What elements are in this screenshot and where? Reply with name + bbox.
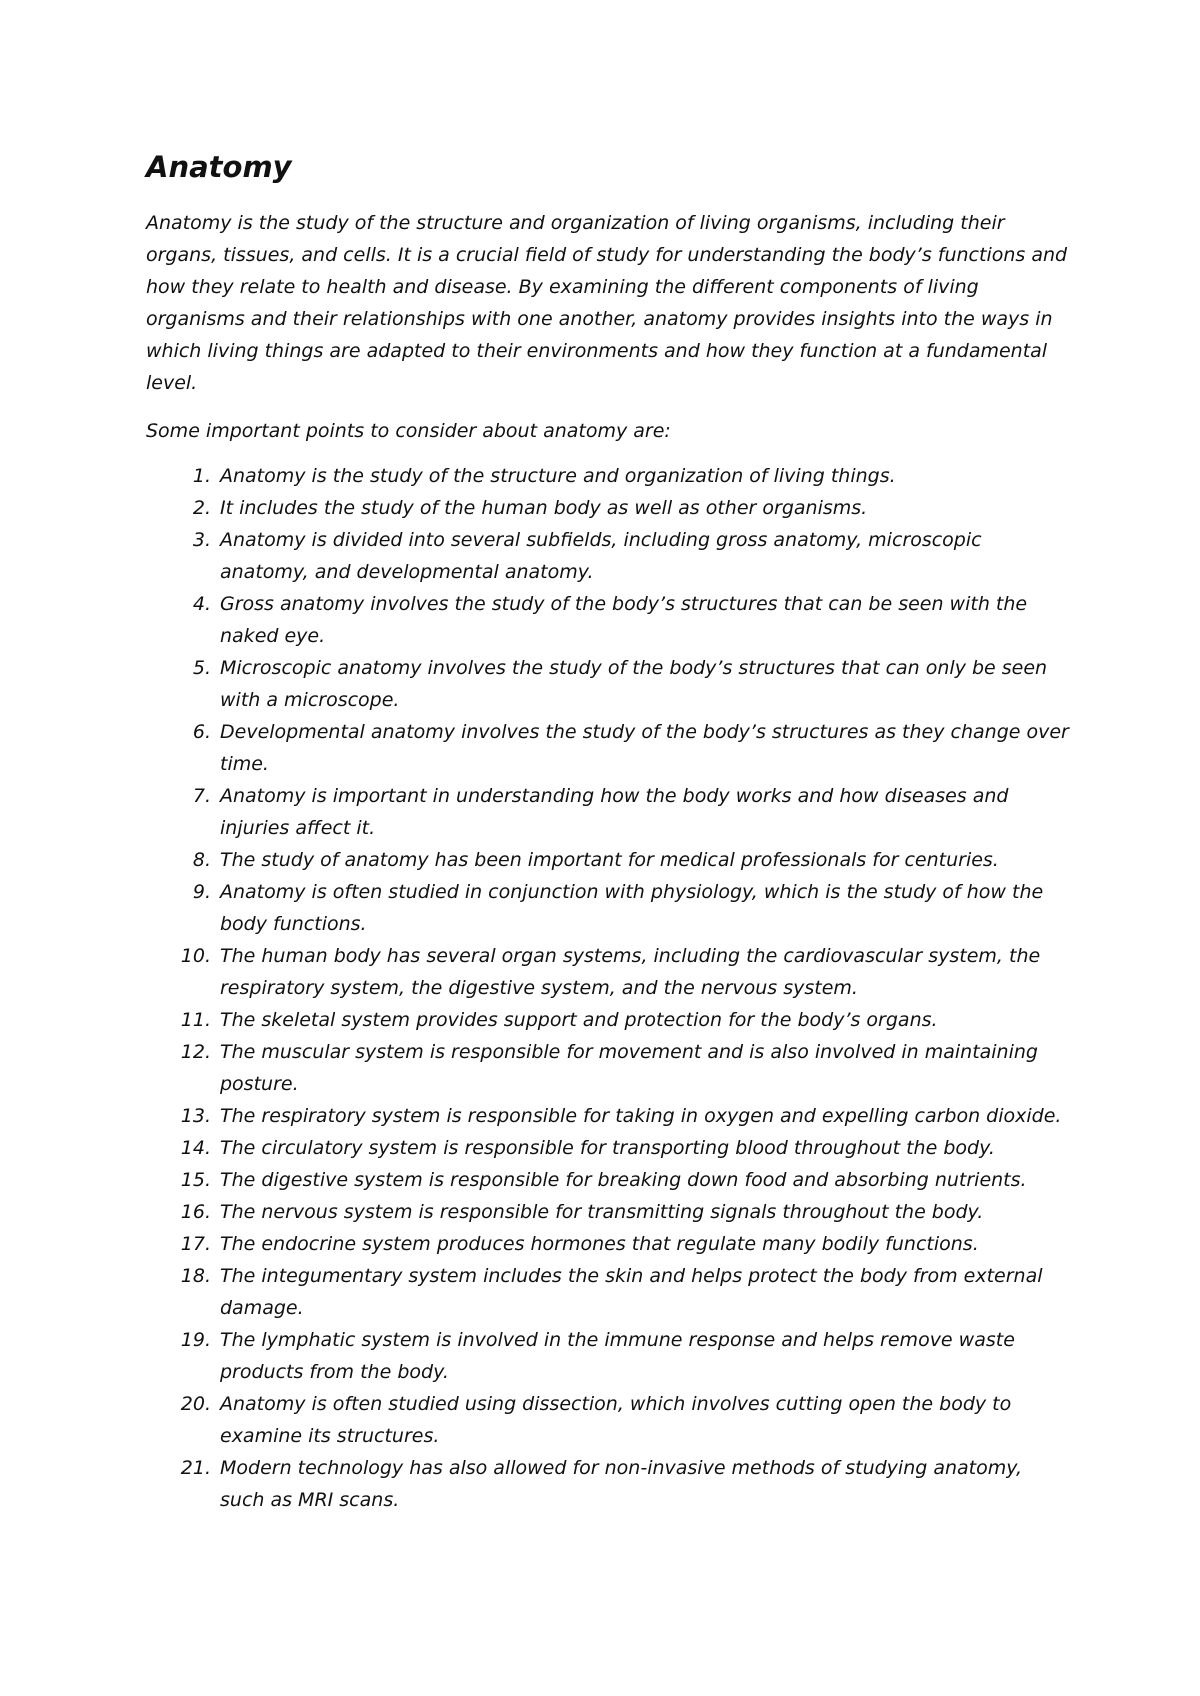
list-item-number: 21. [180, 1456, 211, 1479]
list-item-number: 5. [192, 656, 211, 679]
list-item-number: 18. [180, 1264, 211, 1287]
list-item-text: The integumentary system includes the skin and helps protect the body from external damage. [220, 1264, 1043, 1319]
list-item-number: 9. [192, 880, 211, 903]
list-item-number: 20. [180, 1392, 211, 1415]
list-item-text: The digestive system is responsible for breaking down food and absorbing nutrients. [220, 1168, 1027, 1191]
list-item-text: The lymphatic system is involved in the immune response and helps remove waste products from the body. [220, 1328, 1015, 1383]
list-item [146, 1196, 1071, 1228]
list-item-text: Anatomy is divided into several subfields, including gross anatomy, microscopic anatomy, and developmental anatomy. [220, 528, 982, 583]
list-item-text: The nervous system is responsible for transmitting signals throughout the body. [220, 1200, 984, 1223]
list-item [146, 1324, 1071, 1388]
list-item [146, 780, 1071, 844]
list-item [146, 940, 1071, 1004]
list-item [146, 1260, 1071, 1324]
list-item-number: 10. [180, 944, 211, 967]
list-item [146, 460, 1071, 492]
list-item-text: The circulatory system is responsible for transporting blood throughout the body. [220, 1136, 995, 1159]
list-item-text: Developmental anatomy involves the study of the body’s structures as they change over time. [220, 720, 1069, 775]
list-item-number: 15. [180, 1168, 211, 1191]
list-item [146, 652, 1071, 716]
list-item-number: 4. [192, 592, 211, 615]
list-item-text: Modern technology has also allowed for non-invasive methods of studying anatomy, such as MRI scans. [220, 1456, 1023, 1511]
list-item-number: 1. [192, 464, 211, 487]
list-item [146, 588, 1071, 652]
list-item-text: The muscular system is responsible for movement and is also involved in maintaining posture. [220, 1040, 1038, 1095]
list-item-number: 17. [180, 1232, 211, 1255]
list-item-number: 2. [192, 496, 211, 519]
list-item-text: Microscopic anatomy involves the study of the body’s structures that can only be seen with a microscope. [220, 656, 1048, 711]
list-item-text: The skeletal system provides support and protection for the body’s organs. [220, 1008, 938, 1031]
list-item-number: 6. [192, 720, 211, 743]
list-item-number: 13. [180, 1104, 211, 1127]
list-item-number: 3. [192, 528, 211, 551]
intro-paragraph: Anatomy is the study of the structure and organization of living organisms, including their organs, tissues, and cells. It is a crucial field of study for understanding the body’s functions and how they relate to health and disease. By examining the different components of living organisms and their relationships with one another, anatomy provides insights into the ways in which living things are adapted to their environments and how they function at a fundamental level. [146, 211, 1068, 394]
list-item-number: 14. [180, 1136, 211, 1159]
numbered-list [146, 460, 1071, 1516]
list-item-text: Anatomy is often studied using dissection, which involves cutting open the body to examine its structures. [220, 1392, 1012, 1447]
list-item-text: It includes the study of the human body as well as other organisms. [220, 496, 868, 519]
list-item-text: Gross anatomy involves the study of the body’s structures that can be seen with the naked eye. [220, 592, 1028, 647]
list-item [146, 876, 1071, 940]
list-item-text: Anatomy is often studied in conjunction with physiology, which is the study of how the body functions. [220, 880, 1044, 935]
list-item-number: 16. [180, 1200, 211, 1223]
list-item [146, 844, 1071, 876]
list-item [146, 1228, 1071, 1260]
list-item-number: 11. [180, 1008, 211, 1031]
list-item [146, 1452, 1071, 1516]
list-item-text: The endocrine system produces hormones that regulate many bodily functions. [220, 1232, 979, 1255]
list-item-text: Anatomy is the study of the structure and organization of living things. [220, 464, 896, 487]
list-item [146, 492, 1071, 524]
list-item-number: 12. [180, 1040, 211, 1063]
list-item-number: 7. [192, 784, 211, 807]
list-item-text: The study of anatomy has been important for medical professionals for centuries. [220, 848, 999, 871]
list-item-text: The respiratory system is responsible for taking in oxygen and expelling carbon dioxide. [220, 1104, 1062, 1127]
list-lead-in: Some important points to consider about anatomy are: [146, 419, 671, 442]
document-content [146, 150, 1071, 1516]
list-item [146, 1036, 1071, 1100]
list-item-number: 8. [192, 848, 211, 871]
list-item [146, 1132, 1071, 1164]
list-item [146, 716, 1071, 780]
list-item [146, 1100, 1071, 1132]
list-item-text: Anatomy is important in understanding how the body works and how diseases and injuries affect it. [220, 784, 1009, 839]
document-title: Anatomy [146, 150, 292, 184]
list-item-number: 19. [180, 1328, 211, 1351]
list-item-text: The human body has several organ systems, including the cardiovascular system, the respiratory system, the digestive system, and the nervous system. [220, 944, 1041, 999]
list-item [146, 1164, 1071, 1196]
list-item [146, 1004, 1071, 1036]
list-item [146, 1388, 1071, 1452]
list-item [146, 524, 1071, 588]
